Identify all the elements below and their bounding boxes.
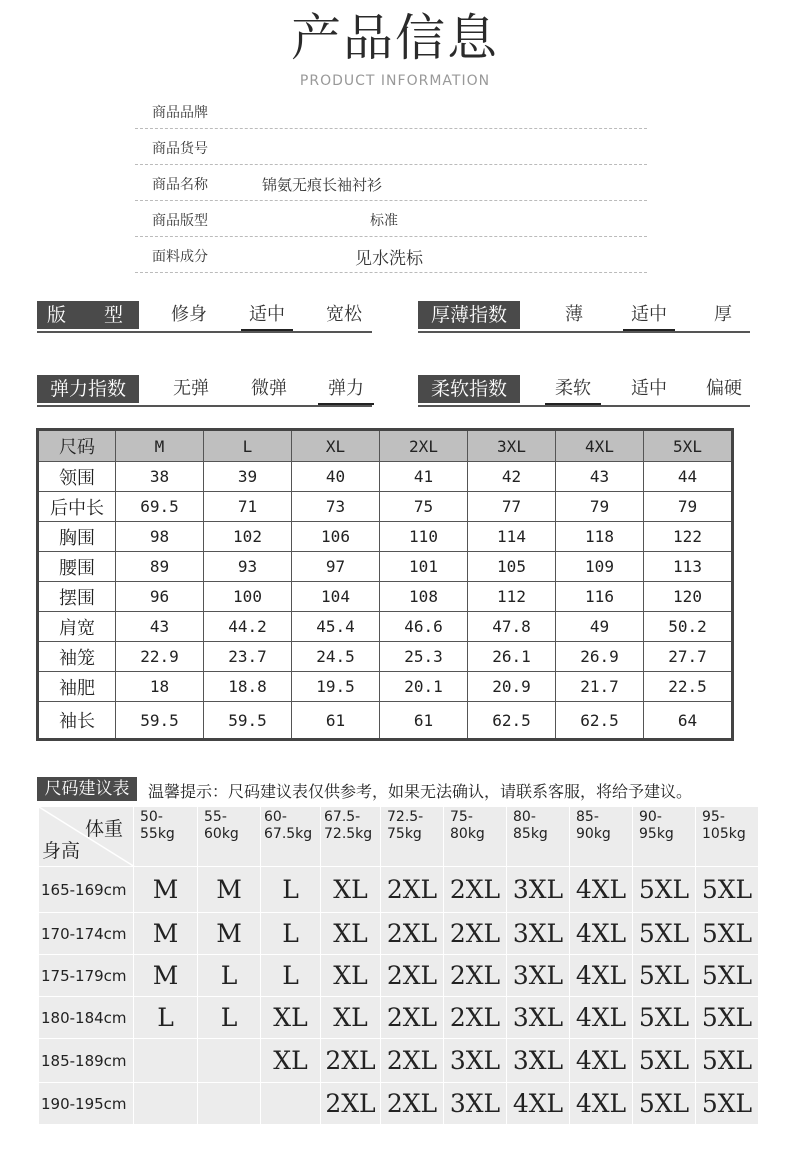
softness-option-selected: 柔软 [545, 375, 601, 405]
size-cell: 5XL [633, 1083, 696, 1125]
table-cell: 45.4 [292, 612, 380, 642]
size-cell: L [261, 867, 321, 913]
table-cell: 79 [644, 492, 733, 522]
table-cell: 77 [468, 492, 556, 522]
table-cell: 112 [468, 582, 556, 612]
table-row [39, 1083, 759, 1125]
table-cell: 100 [204, 582, 292, 612]
size-header: XL [292, 430, 380, 462]
row-label: 袖笼 [38, 642, 116, 672]
table-cell: 109 [556, 552, 644, 582]
size-cell: 2XL [444, 867, 507, 913]
size-cell [134, 1083, 198, 1125]
size-cell: 3XL [507, 997, 570, 1039]
size-cell: 5XL [633, 1039, 696, 1083]
size-cell: L [198, 997, 261, 1039]
info-label: 面料成分 [152, 249, 208, 265]
size-cell: 2XL [381, 997, 444, 1039]
table-row [38, 522, 733, 552]
size-cell: L [134, 997, 198, 1039]
table-cell: 114 [468, 522, 556, 552]
size-cell: 2XL [381, 913, 444, 955]
table-row [39, 1039, 759, 1083]
height-range: 165-169cm [39, 867, 134, 913]
size-cell: 4XL [570, 867, 633, 913]
table-cell: 18 [116, 672, 204, 702]
table-cell: 22.9 [116, 642, 204, 672]
info-label: 商品名称 [152, 177, 208, 193]
size-cell: 4XL [570, 955, 633, 997]
size-cell: 3XL [507, 913, 570, 955]
size-cell: 4XL [570, 1083, 633, 1125]
table-cell: 20.9 [468, 672, 556, 702]
size-cell: XL [321, 997, 381, 1039]
size-recommendation-note: 温馨提示：尺码建议表仅供参考，如果无法确认，请联系客服，将给予建议。 [148, 782, 693, 801]
table-cell: 93 [204, 552, 292, 582]
table-cell: 97 [292, 552, 380, 582]
divider [418, 405, 750, 407]
table-cell: 39 [204, 462, 292, 492]
table-cell: 23.7 [204, 642, 292, 672]
weight-header: 60- 67.5kg [261, 807, 321, 867]
table-cell: 43 [116, 612, 204, 642]
elasticity-index-label: 弹力指数 [37, 375, 139, 403]
table-cell: 24.5 [292, 642, 380, 672]
table-row [38, 462, 733, 492]
height-range: 190-195cm [39, 1083, 134, 1125]
table-cell: 49 [556, 612, 644, 642]
table-row [39, 997, 759, 1039]
table-cell: 20.1 [380, 672, 468, 702]
size-header: 5XL [644, 430, 733, 462]
table-cell: 44 [644, 462, 733, 492]
page-subtitle: PRODUCT INFORMATION [299, 73, 491, 89]
table-row [39, 913, 759, 955]
table-cell: 25.3 [380, 642, 468, 672]
fit-option: 宽松 [326, 304, 362, 325]
size-cell: M [134, 867, 198, 913]
table-cell: 26.1 [468, 642, 556, 672]
table-cell: 118 [556, 522, 644, 552]
row-label: 领围 [38, 462, 116, 492]
table-cell: 110 [380, 522, 468, 552]
height-range: 170-174cm [39, 913, 134, 955]
table-row [38, 672, 733, 702]
size-cell: 2XL [321, 1039, 381, 1083]
table-cell: 22.5 [644, 672, 733, 702]
table-cell: 101 [380, 552, 468, 582]
table-cell: 113 [644, 552, 733, 582]
elasticity-option: 无弹 [173, 378, 209, 399]
size-cell: 2XL [444, 955, 507, 997]
size-cell: M [198, 867, 261, 913]
weight-header: 90- 95kg [633, 807, 696, 867]
weight-header: 95- 105kg [696, 807, 759, 867]
height-weight-corner [39, 807, 134, 867]
table-cell: 18.8 [204, 672, 292, 702]
weight-header: 50- 55kg [134, 807, 198, 867]
size-cell [134, 1039, 198, 1083]
softness-index-label: 柔软指数 [418, 375, 520, 403]
size-cell: XL [261, 997, 321, 1039]
row-label: 后中长 [38, 492, 116, 522]
info-row-name [135, 164, 647, 201]
table-row [38, 582, 733, 612]
table-cell: 62.5 [556, 702, 644, 740]
row-label: 腰围 [38, 552, 116, 582]
table-cell: 69.5 [116, 492, 204, 522]
size-cell: XL [321, 867, 381, 913]
table-cell: 120 [644, 582, 733, 612]
info-row-brand [135, 92, 647, 129]
size-header: L [204, 430, 292, 462]
row-label: 袖长 [38, 702, 116, 740]
divider [37, 405, 372, 407]
size-cell: 3XL [507, 867, 570, 913]
size-cell: 2XL [444, 913, 507, 955]
size-cell [198, 1039, 261, 1083]
size-cell: M [134, 913, 198, 955]
size-cell [198, 1083, 261, 1125]
size-cell: 4XL [507, 1083, 570, 1125]
table-cell: 122 [644, 522, 733, 552]
size-recommendation-table [38, 806, 759, 1125]
size-cell: 2XL [381, 1039, 444, 1083]
size-cell: 5XL [696, 913, 759, 955]
table-cell: 44.2 [204, 612, 292, 642]
row-label: 肩宽 [38, 612, 116, 642]
height-range: 185-189cm [39, 1039, 134, 1083]
fit-option-selected: 适中 [241, 301, 293, 331]
info-row-fit [135, 200, 647, 237]
table-cell: 116 [556, 582, 644, 612]
info-label: 商品版型 [152, 213, 208, 229]
size-cell [261, 1083, 321, 1125]
size-cell: 5XL [696, 1083, 759, 1125]
softness-option: 适中 [631, 378, 667, 399]
table-cell: 64 [644, 702, 733, 740]
table-cell: 41 [380, 462, 468, 492]
size-cell: 2XL [381, 1083, 444, 1125]
weight-header: 55- 60kg [198, 807, 261, 867]
table-cell: 61 [380, 702, 468, 740]
table-cell: 61 [292, 702, 380, 740]
table-row [38, 642, 733, 672]
weight-axis-label: 体重 [84, 818, 123, 840]
row-label: 摆围 [38, 582, 116, 612]
weight-header-row [39, 807, 759, 867]
size-cell: 3XL [507, 955, 570, 997]
info-row-item-number [135, 128, 647, 165]
size-cell: XL [261, 1039, 321, 1083]
height-axis-label: 身高 [42, 840, 81, 862]
size-cell: M [134, 955, 198, 997]
height-range: 175-179cm [39, 955, 134, 997]
table-cell: 96 [116, 582, 204, 612]
table-cell: 73 [292, 492, 380, 522]
size-cell: 3XL [444, 1039, 507, 1083]
table-row [39, 955, 759, 997]
fit-index-label: 版 型 [37, 301, 139, 329]
size-cell: 2XL [381, 867, 444, 913]
table-cell: 98 [116, 522, 204, 552]
size-cell: XL [321, 913, 381, 955]
size-cell: 5XL [696, 1039, 759, 1083]
elasticity-option: 微弹 [251, 378, 287, 399]
info-label: 商品品牌 [152, 105, 208, 121]
table-cell: 40 [292, 462, 380, 492]
table-cell: 105 [468, 552, 556, 582]
info-value: 见水洗标 [355, 249, 423, 269]
size-cell: 3XL [444, 1083, 507, 1125]
size-cell: 2XL [381, 955, 444, 997]
size-header: 4XL [556, 430, 644, 462]
weight-header: 80- 85kg [507, 807, 570, 867]
table-cell: 89 [116, 552, 204, 582]
weight-header: 72.5- 75kg [381, 807, 444, 867]
weight-header: 67.5- 72.5kg [321, 807, 381, 867]
elasticity-option-selected: 弹力 [318, 375, 374, 405]
weight-header: 75- 80kg [444, 807, 507, 867]
size-cell: 5XL [696, 867, 759, 913]
size-header: 2XL [380, 430, 468, 462]
table-cell: 102 [204, 522, 292, 552]
row-label: 胸围 [38, 522, 116, 552]
divider [37, 331, 372, 333]
table-cell: 38 [116, 462, 204, 492]
table-row [39, 867, 759, 913]
size-cell: L [261, 955, 321, 997]
table-cell: 79 [556, 492, 644, 522]
table-cell: 62.5 [468, 702, 556, 740]
table-cell: 50.2 [644, 612, 733, 642]
thickness-option: 薄 [565, 304, 583, 325]
table-row [38, 492, 733, 522]
table-cell: 71 [204, 492, 292, 522]
thickness-option-selected: 适中 [623, 301, 675, 331]
table-cell: 43 [556, 462, 644, 492]
table-cell: 106 [292, 522, 380, 552]
size-cell: 4XL [570, 913, 633, 955]
table-row [38, 702, 733, 740]
table-cell: 26.9 [556, 642, 644, 672]
size-cell: M [198, 913, 261, 955]
page-title: 产品信息 [291, 9, 499, 67]
table-cell: 47.8 [468, 612, 556, 642]
size-table-corner: 尺码 [38, 430, 116, 462]
info-label: 商品货号 [152, 141, 208, 157]
table-cell: 108 [380, 582, 468, 612]
size-cell: 5XL [633, 955, 696, 997]
divider [418, 331, 750, 333]
size-cell: 5XL [633, 997, 696, 1039]
info-value: 标准 [370, 213, 398, 229]
table-cell: 59.5 [204, 702, 292, 740]
table-cell: 46.6 [380, 612, 468, 642]
table-row [38, 612, 733, 642]
softness-option: 偏硬 [706, 378, 742, 399]
size-cell: 2XL [321, 1083, 381, 1125]
table-cell: 19.5 [292, 672, 380, 702]
row-label: 袖肥 [38, 672, 116, 702]
table-cell: 59.5 [116, 702, 204, 740]
size-cell: 4XL [570, 1039, 633, 1083]
fit-option: 修身 [171, 304, 207, 325]
size-table-header-row [38, 430, 733, 462]
weight-header: 85- 90kg [570, 807, 633, 867]
table-cell: 75 [380, 492, 468, 522]
size-header: 3XL [468, 430, 556, 462]
thickness-option: 厚 [714, 304, 732, 325]
size-cell: 2XL [444, 997, 507, 1039]
table-cell: 104 [292, 582, 380, 612]
size-cell: L [198, 955, 261, 997]
size-cell: 5XL [633, 867, 696, 913]
table-row [38, 552, 733, 582]
size-header: M [116, 430, 204, 462]
table-cell: 21.7 [556, 672, 644, 702]
info-row-fabric [135, 236, 647, 273]
size-cell: 5XL [633, 913, 696, 955]
size-measurement-table [36, 428, 734, 741]
size-cell: 3XL [507, 1039, 570, 1083]
table-cell: 27.7 [644, 642, 733, 672]
size-cell: 5XL [696, 955, 759, 997]
height-range: 180-184cm [39, 997, 134, 1039]
size-cell: L [261, 913, 321, 955]
size-recommendation-heading: 尺码建议表 [37, 777, 137, 801]
thickness-index-label: 厚薄指数 [418, 301, 520, 329]
size-cell: 5XL [696, 997, 759, 1039]
info-value: 锦氨无痕长袖衬衫 [262, 176, 383, 194]
size-cell: XL [321, 955, 381, 997]
table-cell: 42 [468, 462, 556, 492]
size-cell: 4XL [570, 997, 633, 1039]
